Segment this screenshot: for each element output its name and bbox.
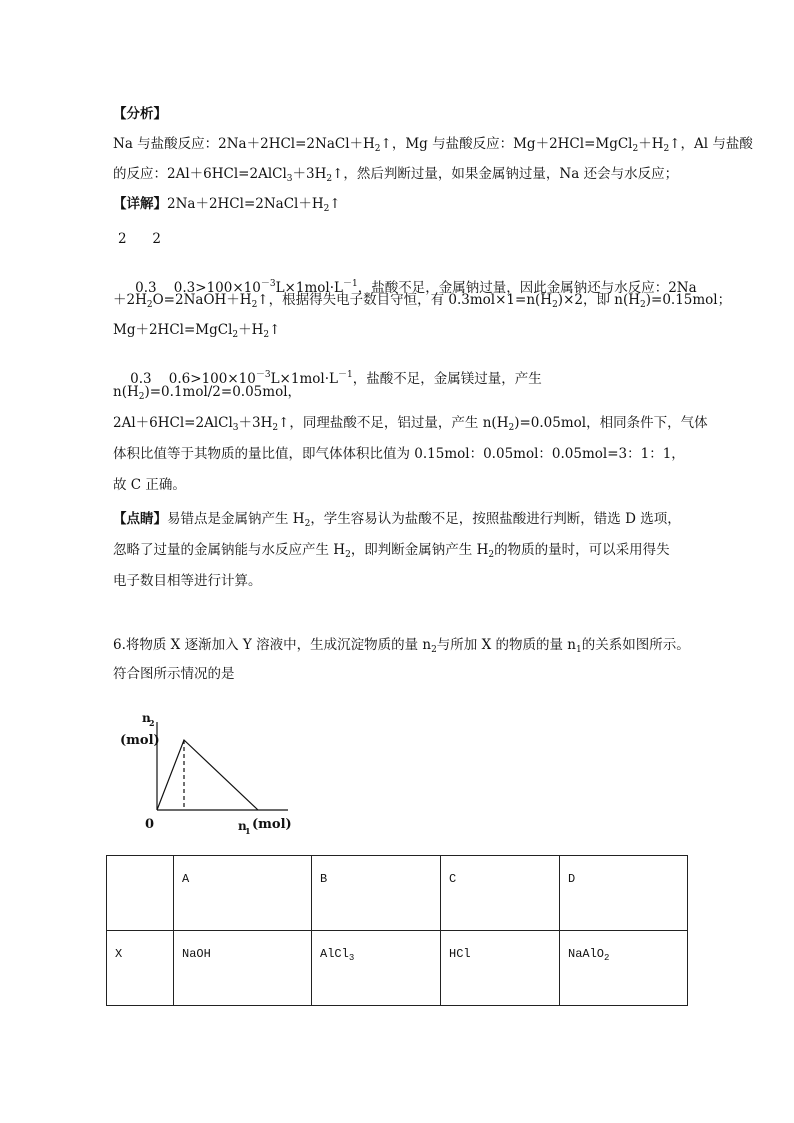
cell-d: NaAlO$_2$ <box>560 931 688 1006</box>
cell-c: HCl <box>441 931 560 1006</box>
detail-line-na: 0.3 $0.3>100\times 10^{-3}L\times 1mol\cdot L^{-1}$，盐酸不足，金属钠过量，因此金属钠还与水反应：2Na <box>135 279 697 296</box>
analysis-heading: 【分析】 <box>113 106 167 122</box>
table-header-row <box>107 856 688 931</box>
detail-line-ratio: 体积比值等于其物质的量比值，即气体体积比值为 0.15mol：0.05mol：0.05mol=3：1：1， <box>113 446 685 462</box>
tip-line-2: 忽略了过量的金属钠能与水反应产生 $H_2$，即判断金属钠产生 $H_2$的物质的量时，可以采用得失 <box>113 542 670 560</box>
detail-line-na-2: $+2H_2O=2NaOH+H_2↑$，根据得失电子数目守恒，有 $0.3mol\times 1=n(H_2)\times 2$，即 $n(H_2)=0.15mol$； <box>113 292 732 310</box>
data-curve <box>157 740 258 810</box>
tip-line-3: 电子数目相等进行计算。 <box>113 573 262 589</box>
header-cell-d: D <box>560 856 688 931</box>
x-axis-label-sub: 1 <box>245 826 251 836</box>
table-row-x <box>107 931 688 1006</box>
precipitate-graph <box>110 700 310 840</box>
detail-line-conclusion: 故 C 正确。 <box>113 477 186 493</box>
analysis-line-1: Na 与盐酸反应：$2Na+2HCl=2NaCl+H_2↑$，Mg 与盐酸反应：$Mg+2HCl=MgCl_2+H_2↑$，Al 与盐酸 <box>113 136 753 154</box>
row-label-x: X <box>107 931 174 1006</box>
cell-b: AlCl$_3$ <box>312 931 441 1006</box>
detail-line-mg: 0.3 $0.6>100\times 10^{-3}L\times 1mol\cdot L^{-1}$，盐酸不足，金属镁过量，产生 <box>130 370 542 387</box>
header-cell-b: B <box>312 856 441 931</box>
cell-a: NaOH <box>174 931 312 1006</box>
options-table <box>106 855 688 1006</box>
header-cell-c: C <box>441 856 560 931</box>
x-axis-label: n <box>238 819 247 833</box>
origin-label: 0 <box>145 817 155 832</box>
header-cell-a: A <box>174 856 312 931</box>
y-axis-label-sub: 2 <box>149 718 155 728</box>
tip-line-1: 【点睛】易错点是金属钠产生 $H_2$，学生容易认为盐酸不足，按照盐酸进行判断，错选 D 选项， <box>113 511 681 529</box>
detail-line-1: 【详解】$2Na+2HCl=2NaCl+H_2↑$ <box>113 196 341 214</box>
header-cell-empty <box>107 856 174 931</box>
detail-line-mg-h2: $n(H_2)=0.1mol/2=0.05mol$， <box>113 384 302 402</box>
detail-line-mg-eq: $Mg+2HCl=MgCl_2+H_2↑$ <box>113 322 281 340</box>
y-axis-label: n <box>142 711 151 725</box>
question-line-1: 6.将物质 X 逐渐加入 Y 溶液中，生成沉淀物质的量 $n_2$与所加 X 的物质的量 $n_1$的关系如图所示。 <box>113 637 690 655</box>
x-axis-unit: (mol) <box>252 817 292 832</box>
question-line-2: 符合图所示情况的是 <box>113 666 235 682</box>
detail-line-al: $2Al+6HCl=2AlCl_3+3H_2↑$，同理盐酸不足，铝过量，产生 $n(H_2)=0.05mol$，相同条件下，气体 <box>113 415 708 433</box>
y-axis-unit: (mol) <box>120 733 160 748</box>
detail-coefficients: 2 2 <box>118 231 161 247</box>
analysis-line-2: 的反应：$2Al+6HCl=2AlCl_3+3H_2↑$，然后判断过量，如果金属钠过量，Na 还会与水反应； <box>113 166 679 184</box>
